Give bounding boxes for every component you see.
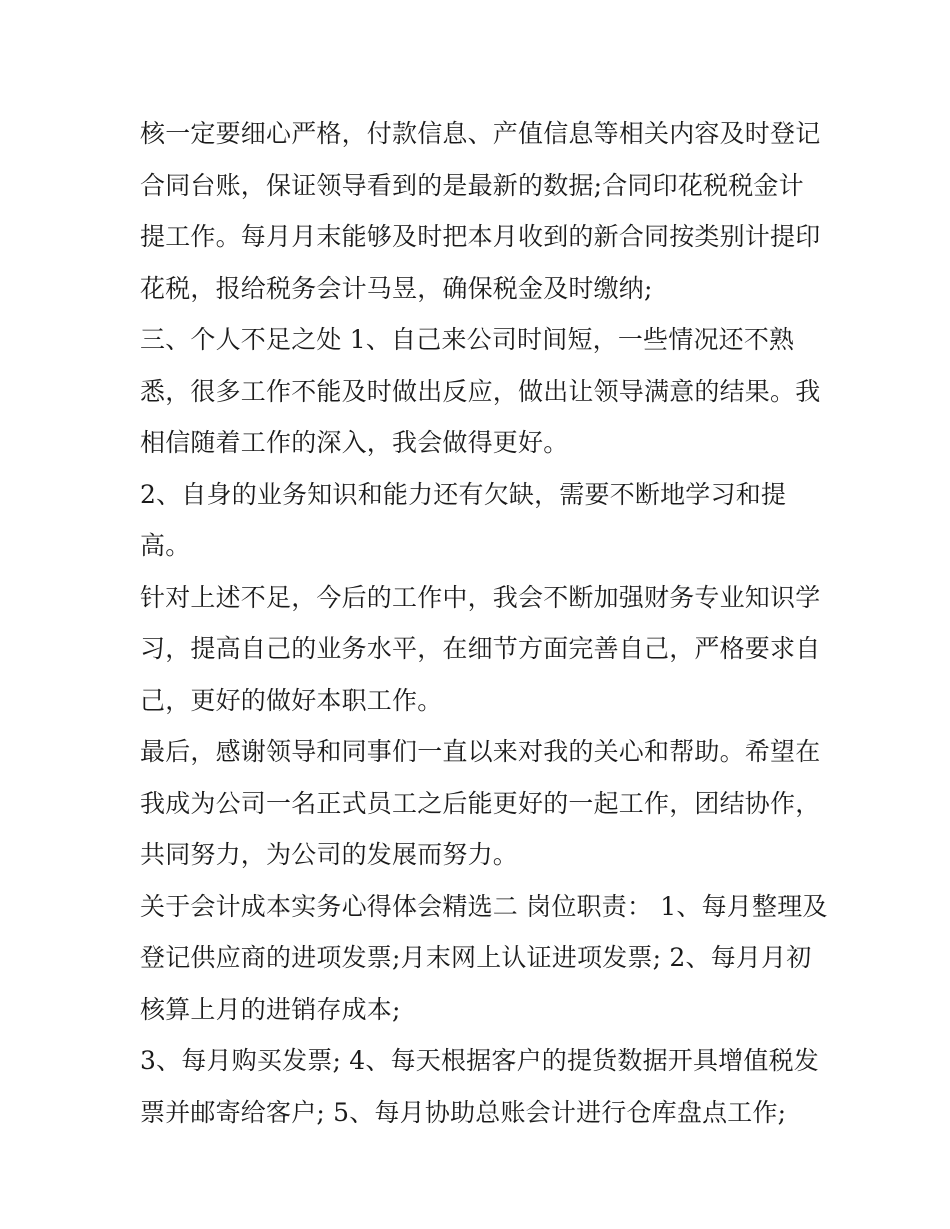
document-body [140,108,828,1138]
text-line: 悉，很多工作不能及时做出反应，做出让领导满意的结果。我 [140,376,821,406]
text-line: 核一定要细心严格，付款信息、产值信息等相关内容及时登记 [140,119,821,148]
text-line: 登记供应商的进项发票;月末网上认证进项发票; 2、每月月初 [140,943,812,972]
text-line: 提工作。每月月末能够及时把本月收到的新合同按类别计提印 [140,222,821,251]
text-line: 最后，感谢领导和同事们一直以来对我的关心和帮助。希望在 [140,737,821,766]
text-line: 票并邮寄给客户; 5、每月协助总账会计进行仓库盘点工作; [140,1097,787,1127]
text-line: 3、每月购买发票; 4、每天根据客户的提货数据开具增值税发 [140,1046,819,1075]
text-line: 相信随着工作的深入，我会做得更好。 [140,428,569,457]
text-line: 我成为公司一名正式员工之后能更好的一起工作，团结协作， [140,788,821,818]
text-line: 高。 [140,531,191,560]
text-line: 三、个人不足之处 1、自己来公司时间短，一些情况还不熟 [140,325,795,354]
text-line: 核算上月的进销存成本; [140,994,401,1024]
text-line: 共同努力，为公司的发展而努力。 [140,840,519,869]
text-line: 花税，报给税务会计马昱，确保税金及时缴纳; [140,273,653,303]
text-line: 2、自身的业务知识和能力还有欠缺，需要不断地学习和提 [140,479,787,509]
text-line: 己，更好的做好本职工作。 [140,685,443,715]
text-line: 习，提高自己的业务水平，在细节方面完善自己，严格要求自 [140,634,821,663]
text-line: 关于会计成本实务心得体会精选二 岗位职责： 1、每月整理及 [140,891,828,921]
text-line: 针对上述不足，今后的工作中，我会不断加强财务专业知识学 [140,582,821,612]
text-line: 合同台账，保证领导看到的是最新的数据;合同印花税税金计 [140,170,804,200]
